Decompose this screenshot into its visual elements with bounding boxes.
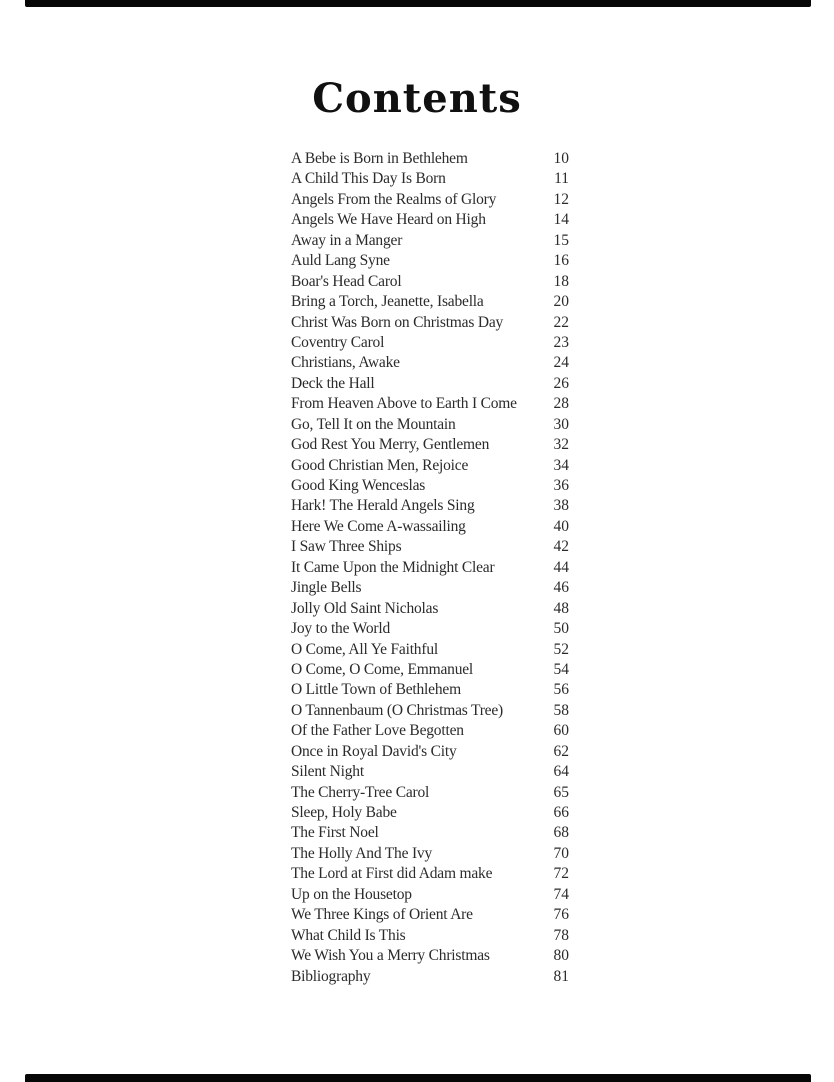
- toc-entry-title: The Holly And The Ivy: [291, 844, 433, 862]
- toc-row: [291, 313, 569, 333]
- toc-row: [291, 537, 569, 557]
- toc-row: [291, 640, 569, 660]
- toc-entry-title: Good King Wenceslas: [291, 477, 426, 494]
- toc-entry-title: A Child This Day Is Born: [291, 170, 446, 188]
- toc-row: [291, 844, 569, 864]
- toc-entry-title: Angels We Have Heard on High: [291, 211, 486, 229]
- toc-row: [291, 926, 569, 946]
- toc-row: [291, 803, 569, 823]
- page-title: Contents: [312, 75, 522, 122]
- toc-entry-page: 18: [553, 272, 569, 290]
- toc-row: [291, 680, 569, 700]
- toc-row: [291, 272, 569, 292]
- scan-edge-artifact-top: [25, 0, 811, 7]
- toc-entry-page: 16: [553, 252, 569, 270]
- toc-entry-title: O Tannenbaum (O Christmas Tree): [291, 701, 503, 719]
- toc-entry-title: God Rest You Merry, Gentlemen: [291, 436, 490, 454]
- toc-entry-title: A Bebe is Born in Bethlehem: [291, 150, 468, 167]
- toc-entry-title: Hark! The Herald Angels Sing: [291, 497, 475, 515]
- toc-entry-title: Christ Was Born on Christmas Day: [291, 313, 504, 331]
- toc-row: [291, 292, 569, 312]
- toc-row: [291, 353, 569, 373]
- toc-row: [291, 660, 569, 680]
- toc-entry-page: 78: [553, 926, 569, 944]
- toc-row: [291, 517, 569, 537]
- toc-entry-page: 11: [554, 170, 569, 188]
- toc-entry-title: Angels From the Realms of Glory: [291, 190, 497, 208]
- toc-row: [291, 823, 569, 843]
- scan-edge-artifact-bottom: [25, 1074, 811, 1082]
- toc-entry-page: 32: [553, 436, 569, 454]
- toc-entry-page: 22: [553, 313, 569, 331]
- toc-row: [291, 864, 569, 884]
- toc-entry-page: 15: [553, 231, 569, 249]
- toc-entry-page: 42: [553, 538, 569, 556]
- toc-entry-title: Once in Royal David's City: [291, 742, 457, 760]
- toc-entry-title: Jingle Bells: [291, 579, 362, 597]
- toc-row: [291, 721, 569, 741]
- toc-row: [291, 599, 569, 619]
- toc-entry-title: Bibliography: [291, 967, 371, 985]
- toc-row: [291, 435, 569, 455]
- toc-entry-title: It Came Upon the Midnight Clear: [291, 558, 495, 576]
- toc-entry-page: 65: [553, 783, 569, 801]
- toc-entry-page: 23: [553, 333, 569, 351]
- toc-row: [291, 333, 569, 353]
- toc-entry-title: O Come, All Ye Faithful: [291, 640, 438, 658]
- toc-entry-page: 58: [553, 701, 569, 719]
- toc-row: [291, 169, 569, 189]
- toc-entry-title: O Little Town of Bethlehem: [291, 681, 461, 699]
- toc-row: [291, 415, 569, 435]
- toc-row: [291, 946, 569, 966]
- toc-entry-page: 20: [553, 293, 569, 311]
- toc-row: [291, 496, 569, 516]
- toc-row: [291, 783, 569, 803]
- toc-row: [291, 885, 569, 905]
- toc-row: [291, 456, 569, 476]
- toc-entry-page: 46: [553, 579, 569, 597]
- toc-entry-title: Go, Tell It on the Mountain: [291, 415, 456, 433]
- toc-entry-page: 64: [553, 763, 569, 781]
- toc-row: [291, 558, 569, 578]
- toc-entry-page: 26: [553, 374, 569, 392]
- toc-entry-page: 72: [553, 865, 569, 883]
- toc-entry-title: Good Christian Men, Rejoice: [291, 456, 469, 474]
- toc-entry-page: 12: [553, 190, 569, 208]
- toc-row: [291, 742, 569, 762]
- toc-row: [291, 701, 569, 721]
- toc-entry-page: 68: [553, 824, 569, 842]
- toc-entry-title: Deck the Hall: [291, 374, 375, 392]
- toc-entry-title: Away in a Manger: [291, 231, 403, 249]
- toc-entry-page: 70: [553, 844, 569, 862]
- toc-entry-title: What Child Is This: [291, 926, 406, 944]
- toc-entry-title: Joy to the World: [291, 620, 391, 638]
- toc-entry-page: 44: [553, 558, 569, 576]
- toc-entry-page: 52: [553, 640, 569, 658]
- toc-entry-title: I Saw Three Ships: [291, 538, 402, 556]
- toc-entry-page: 76: [553, 906, 569, 924]
- toc-row: [291, 578, 569, 598]
- toc-entry-title: From Heaven Above to Earth I Come: [291, 395, 517, 413]
- toc-entry-title: Here We Come A-wassailing: [291, 517, 466, 535]
- toc-list: [291, 149, 569, 987]
- toc-row: [291, 476, 569, 496]
- toc-entry-page: 66: [553, 804, 569, 821]
- toc-entry-title: The Cherry-Tree Carol: [291, 783, 430, 801]
- toc-entry-page: 34: [553, 456, 569, 474]
- toc-entry-page: 80: [553, 947, 569, 965]
- toc-entry-title: Sleep, Holy Babe: [291, 804, 397, 821]
- toc-entry-page: 28: [553, 395, 569, 413]
- toc-entry-title: The Lord at First did Adam make: [291, 865, 493, 883]
- toc-entry-page: 30: [553, 415, 569, 433]
- toc-entry-title: Silent Night: [291, 763, 364, 781]
- toc-row: [291, 967, 569, 987]
- toc-entry-title: Christians, Awake: [291, 354, 400, 372]
- toc-entry-title: Boar's Head Carol: [291, 272, 402, 290]
- toc-entry-page: 56: [553, 681, 569, 699]
- toc-entry-page: 74: [553, 885, 569, 903]
- toc-entry-title: We Three Kings of Orient Are: [291, 906, 473, 924]
- toc-row: [291, 210, 569, 230]
- toc-entry-title: The First Noel: [291, 824, 379, 842]
- toc-entry-page: 62: [553, 742, 569, 760]
- toc-entry-page: 14: [553, 211, 569, 229]
- toc-entry-title: Coventry Carol: [291, 333, 385, 351]
- toc-entry-title: O Come, O Come, Emmanuel: [291, 660, 474, 678]
- toc-row: [291, 619, 569, 639]
- toc-entry-page: 60: [553, 722, 569, 740]
- toc-entry-page: 50: [553, 620, 569, 638]
- toc-row: [291, 190, 569, 210]
- toc-entry-page: 36: [553, 477, 569, 494]
- toc-entry-page: 81: [553, 967, 569, 985]
- toc-row: [291, 762, 569, 782]
- toc-entry-page: 40: [553, 517, 569, 535]
- toc-entry-page: 38: [553, 497, 569, 515]
- toc-row: [291, 374, 569, 394]
- toc-row: [291, 231, 569, 251]
- toc-entry-title: Of the Father Love Begotten: [291, 722, 464, 740]
- toc-entry-title: We Wish You a Merry Christmas: [291, 947, 490, 965]
- toc-row: [291, 149, 569, 169]
- toc-entry-page: 24: [553, 354, 569, 372]
- toc-entry-page: 10: [553, 150, 569, 167]
- toc-entry-title: Bring a Torch, Jeanette, Isabella: [291, 293, 484, 311]
- toc-entry-title: Jolly Old Saint Nicholas: [291, 599, 439, 617]
- toc-entry-title: Auld Lang Syne: [291, 252, 390, 270]
- toc-entry-page: 54: [553, 660, 569, 678]
- toc-entry-page: 48: [553, 599, 569, 617]
- toc-row: [291, 251, 569, 271]
- toc-row: [291, 394, 569, 414]
- toc-entry-title: Up on the Housetop: [291, 885, 412, 903]
- toc-row: [291, 905, 569, 925]
